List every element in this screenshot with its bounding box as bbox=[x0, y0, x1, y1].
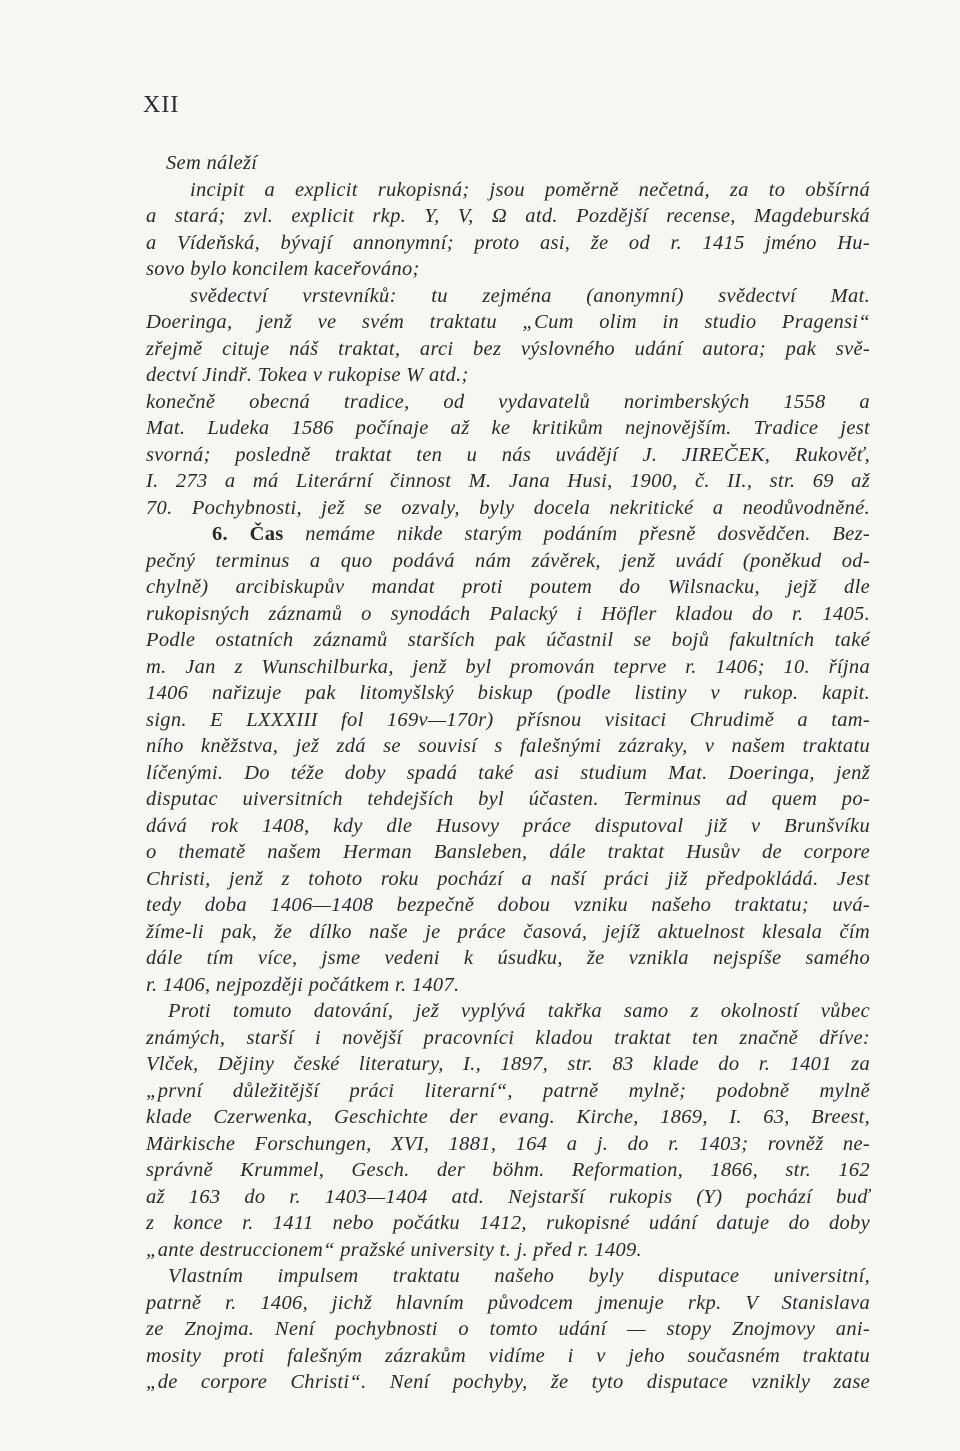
text-line bbox=[146, 1370, 870, 1394]
text-line bbox=[146, 416, 870, 440]
line-text: a Vídeňská, bývají annonymní; proto asi, že od r. 1415 jméno Hu- bbox=[146, 231, 870, 254]
line-text: m. Jan z Wunschilburka, jenž byl promován teprve r. 1406; 10. října bbox=[146, 655, 870, 678]
text-line bbox=[146, 204, 870, 228]
section-heading: 6. Čas bbox=[212, 523, 284, 545]
line-text: patrně r. 1406, jichž hlavním původcem jmenuje rkp. V Stanislava bbox=[146, 1291, 870, 1314]
text-line bbox=[146, 602, 870, 626]
text-line bbox=[146, 390, 870, 414]
text-line bbox=[146, 708, 870, 732]
text-line bbox=[190, 284, 870, 308]
line-text: zřejmě cituje náš traktat, arci bez výslovného udání autora; pak svě- bbox=[146, 337, 870, 360]
line-text: „ante destruccionem“ pražské university t. j. před r. 1409. bbox=[146, 1238, 642, 1261]
text-line bbox=[146, 1105, 870, 1129]
line-text: až 163 do r. 1403—1404 atd. Nejstarší rukopis (Y) pochází buď bbox=[146, 1185, 870, 1208]
text-line bbox=[146, 1211, 870, 1235]
line-text: incipit a explicit rukopisná; jsou poměrně nečetná, za to obšírná bbox=[190, 178, 870, 201]
line-text: chylně) arcibiskupův mandat proti poutem do Wilsnacku, jejž dle bbox=[146, 576, 870, 598]
line-text: „de corpore Christi“. Není pochyby, že tyto disputace vznikly zase bbox=[146, 1371, 870, 1393]
text-line bbox=[166, 151, 870, 175]
text-line bbox=[146, 257, 870, 281]
line-text: 70. Pochybnosti, jež se ozvaly, byly docela nekritické a neodůvodněné. bbox=[146, 496, 870, 519]
line-text: Mat. Ludeka 1586 počínaje až ke kritikům nejnovějším. Tradice jest bbox=[146, 417, 870, 439]
text-line bbox=[146, 575, 870, 599]
text-line bbox=[190, 178, 870, 202]
text-line bbox=[146, 1344, 870, 1368]
line-text: ze Znojma. Není pochybnosti o tomto udání — stopy Znojmovy ani- bbox=[146, 1318, 870, 1340]
text-line bbox=[146, 787, 870, 811]
line-text: disputac uiversitních tehdejších byl účasten. Terminus ad quem po- bbox=[146, 788, 870, 810]
line-text: tedy doba 1406—1408 bezpečně dobou vzniku našeho traktatu; uvá- bbox=[146, 894, 870, 916]
line-text: Doeringa, jenž ve svém traktatu „Cum olim in studio Pragensi“ bbox=[146, 311, 870, 333]
text-line bbox=[146, 920, 870, 944]
line-text: Proti tomuto datování, jež vyplývá takřka samo z okolností vůbec bbox=[168, 1000, 870, 1022]
line-text: Sem náleží bbox=[166, 152, 258, 174]
line-text: správně Krummel, Gesch. der böhm. Reformation, 1866, str. 162 bbox=[146, 1159, 870, 1181]
line-text: a stará; zvl. explicit rkp. Y, V, Ω atd. Pozdější recense, Magdeburská bbox=[146, 205, 870, 227]
text-line bbox=[146, 946, 870, 970]
line-text: sovo bylo koncilem kaceřováno; bbox=[146, 258, 420, 280]
text-line bbox=[146, 867, 870, 891]
line-text: konečně obecná tradice, od vydavatelů norimberských 1558 a bbox=[146, 390, 870, 413]
line-text: z konce r. 1411 nebo počátku 1412, rukopisné udání datuje do doby bbox=[146, 1212, 870, 1234]
text-line bbox=[146, 973, 870, 997]
text-line bbox=[212, 522, 870, 546]
text-line bbox=[146, 655, 870, 679]
line-text: Vlček, Dějiny české literatury, I., 1897, str. 83 klade do r. 1401 za bbox=[146, 1053, 870, 1075]
line-text: rukopisných záznamů o synodách Palacký i Höfler kladou do r. 1405. bbox=[146, 602, 870, 625]
text-line bbox=[146, 1026, 870, 1050]
line-text: líčenými. Do téže doby spadá také asi studium Mat. Doeringa, jenž bbox=[146, 761, 870, 784]
line-text: pečný terminus a quo podává nám závěrek, jenž uvádí (poněkud od- bbox=[146, 549, 870, 572]
text-line bbox=[146, 1132, 870, 1156]
text-line bbox=[146, 893, 870, 917]
line-text: o thematě našem Herman Bansleben, dále traktat Husův de corpore bbox=[146, 841, 870, 863]
text-line bbox=[146, 1158, 870, 1182]
page-number: XII bbox=[143, 92, 180, 118]
line-text: dává rok 1408, kdy dle Husovy práce disputoval již v Brunšvíku bbox=[146, 814, 870, 837]
text-line bbox=[146, 761, 870, 785]
text-line bbox=[146, 1291, 870, 1315]
text-line bbox=[146, 734, 870, 758]
line-text: nemáme nikde starým podáním přesně dosvědčen. Bez- bbox=[305, 523, 870, 545]
line-text: I. 273 a má Literární činnost M. Jana Husi, 1900, č. II., str. 69 až bbox=[146, 470, 870, 492]
line-text: dectví Jindř. Tokea v rukopise W atd.; bbox=[146, 364, 469, 386]
line-text: známých, starší i novější pracovníci kladou traktat ten značně dříve: bbox=[146, 1026, 870, 1049]
text-line bbox=[146, 1238, 870, 1262]
line-text: 1406 nařizuje pak litomyšlský biskup (podle listiny v rukop. kapit. bbox=[146, 682, 870, 704]
text-line bbox=[146, 681, 870, 705]
line-text: mosity proti falešným zázrakům vidíme i v jeho současném traktatu bbox=[146, 1344, 870, 1367]
line-text: svorná; posledně traktat ten u nás uvádějí J. JIREČEK, Rukověť, bbox=[146, 443, 870, 466]
text-line bbox=[146, 337, 870, 361]
line-text: Christi, jenž z tohoto roku pochází a naší práci již předpokládá. Jest bbox=[146, 867, 870, 890]
line-text: Märkische Forschungen, XVI, 1881, 164 a j. do r. 1403; rovněž ne- bbox=[146, 1132, 870, 1155]
text-line bbox=[146, 1052, 870, 1076]
line-text: dále tím více, jsme vedeni k úsudku, že vznikla nejspíše samého bbox=[146, 947, 870, 969]
line-text: klade Czerwenka, Geschichte der evang. Kirche, 1869, I. 63, Breest, bbox=[146, 1106, 870, 1128]
text-line bbox=[146, 628, 870, 652]
text-line bbox=[146, 1317, 870, 1341]
line-text: žíme-li pak, že dílko naše je práce časová, jejíž aktuelnost klesala čím bbox=[146, 920, 870, 943]
text-line bbox=[146, 840, 870, 864]
line-text: ního kněžstva, jež zdá se souvisí s falešnými zázraky, v našem traktatu bbox=[146, 735, 870, 757]
text-line bbox=[146, 1079, 870, 1103]
line-text: Vlastním impulsem traktatu našeho byly disputace universitní, bbox=[168, 1265, 870, 1287]
line-text: svědectví vrstevníků: tu zejména (anonymní) svědectví Mat. bbox=[190, 284, 870, 307]
line-text: „první důležitější práci literarní“, patrně mylně; podobně mylně bbox=[146, 1079, 870, 1102]
text-line bbox=[146, 1185, 870, 1209]
line-text: sign. E LXXXIII fol 169v—170r) přísnou visitaci Chrudimě a tam- bbox=[146, 708, 870, 731]
text-line bbox=[146, 549, 870, 573]
text-line bbox=[168, 999, 870, 1023]
text-line bbox=[146, 814, 870, 838]
text-line bbox=[146, 363, 870, 387]
text-line bbox=[146, 310, 870, 334]
line-text: r. 1406, nejpozději počátkem r. 1407. bbox=[146, 973, 460, 996]
text-line bbox=[146, 443, 870, 467]
text-line bbox=[146, 469, 870, 493]
line-text: Podle ostatních záznamů starších pak účastnil se bojů fakultních také bbox=[146, 629, 870, 651]
text-line bbox=[146, 496, 870, 520]
text-line bbox=[168, 1264, 870, 1288]
text-line bbox=[146, 231, 870, 255]
